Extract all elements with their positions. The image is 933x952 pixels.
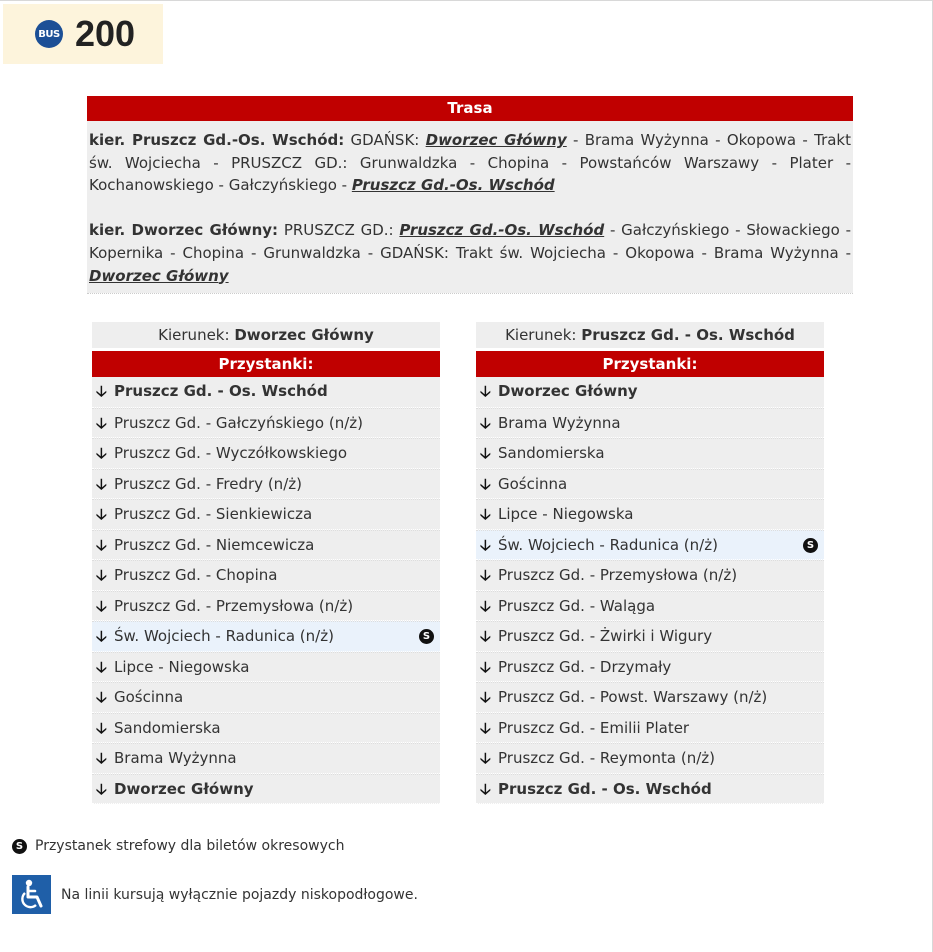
arrow-down-icon: 🡣	[96, 444, 107, 462]
direction-column-left	[92, 322, 440, 804]
stop-name: Pruszcz Gd. - Przemysłowa (n/ż)	[498, 566, 738, 584]
direction-header	[476, 322, 824, 350]
stop-name: Lipce - Niegowska	[498, 505, 634, 523]
stop-item[interactable]	[476, 652, 824, 683]
stop-item[interactable]	[92, 408, 440, 439]
stop-item[interactable]	[476, 591, 824, 622]
stop-item[interactable]	[476, 469, 824, 500]
stop-name: Pruszcz Gd. - Fredry (n/ż)	[114, 474, 302, 493]
stop-name: Dworzec Główny	[498, 382, 638, 400]
arrow-down-icon: 🡣	[480, 627, 491, 645]
wheelchair-icon	[12, 875, 51, 914]
stop-item[interactable]	[92, 530, 440, 561]
legend-accessible	[12, 875, 418, 914]
stop-item[interactable]	[92, 713, 440, 744]
stop-name: Pruszcz Gd. - Przemysłowa (n/ż)	[114, 596, 354, 615]
direction-name: Pruszcz Gd. - Os. Wschód	[581, 326, 795, 344]
stop-item[interactable]	[92, 377, 440, 408]
legend-zone	[12, 838, 344, 854]
stop-item[interactable]	[476, 408, 824, 439]
direction-header	[92, 322, 440, 350]
route-divider	[87, 293, 853, 294]
arrow-down-icon: 🡣	[480, 444, 491, 462]
arrow-down-icon: 🡣	[480, 382, 491, 400]
arrow-down-icon: 🡣	[480, 413, 491, 432]
stop-name: Sandomierska	[114, 718, 221, 737]
stop-item[interactable]	[476, 377, 824, 408]
route-dir2-label: kier. Dworzec Główny:	[89, 221, 279, 240]
route-direction-2	[89, 219, 851, 287]
stop-name: Gościnna	[114, 688, 184, 706]
route-header: Trasa	[87, 96, 853, 121]
route-section	[87, 96, 853, 294]
arrow-down-icon: 🡣	[480, 718, 491, 737]
arrow-down-icon: 🡣	[480, 749, 491, 767]
route-dir2-seg1: PRUSZCZ GD.:	[278, 221, 400, 240]
stop-item[interactable]	[476, 713, 824, 744]
route-dir2-seg2: - Gałczyńskiego - Słowackiego - Kopernika - Chopina - Grunwaldzka - GDAŃSK: Trakt św. Wojciecha - Okopowa - Brama Wyżynna -	[89, 221, 851, 262]
stop-name: Pruszcz Gd. - Chopina	[114, 566, 278, 584]
arrow-down-icon: 🡣	[480, 566, 491, 584]
zone-stop-icon: S	[12, 839, 27, 854]
arrow-down-icon: 🡣	[480, 779, 491, 798]
stop-name: Św. Wojciech - Radunica (n/ż)	[114, 627, 334, 645]
arrow-down-icon: 🡣	[96, 505, 107, 523]
stop-list	[92, 377, 440, 804]
route-dir1-seg2: - Brama Wyżynna - Okopowa - Trakt św. Wojciecha - PRUSZCZ GD.: Grunwaldzka - Chopina - Powstańców Warszawy - Plater - Kochanowskiego - Gałczyńskiego -	[89, 131, 851, 195]
stop-item[interactable]	[92, 743, 440, 774]
stop-name: Pruszcz Gd. - Niemcewicza	[114, 535, 315, 554]
route-dir2-end-link[interactable]: Dworzec Główny	[89, 266, 229, 285]
stop-item[interactable]	[92, 621, 440, 652]
stop-item[interactable]	[92, 774, 440, 805]
arrow-down-icon: 🡣	[96, 566, 107, 584]
line-number: 200	[75, 13, 136, 54]
route-dir1-end-link[interactable]: Pruszcz Gd.-Os. Wschód	[351, 176, 555, 195]
stop-item[interactable]	[476, 530, 824, 561]
arrow-down-icon: 🡣	[480, 505, 491, 523]
stop-name: Pruszcz Gd. - Żwirki i Wigury	[498, 627, 713, 645]
route-dir1-label: kier. Pruszcz Gd.-Os. Wschód:	[89, 131, 345, 149]
arrow-down-icon: 🡣	[96, 596, 107, 615]
arrow-down-icon: 🡣	[96, 627, 107, 645]
stop-item[interactable]	[92, 682, 440, 713]
stop-item[interactable]	[476, 438, 824, 469]
stop-item[interactable]	[92, 438, 440, 469]
stop-name: Lipce - Niegowska	[114, 657, 250, 676]
legend-accessible-text: Na linii kursują wyłącznie pojazdy niskopodłogowe.	[61, 886, 418, 903]
stop-name: Pruszcz Gd. - Emilii Plater	[498, 718, 690, 737]
arrow-down-icon: 🡣	[480, 474, 491, 493]
stop-item[interactable]	[476, 621, 824, 652]
arrow-down-icon: 🡣	[96, 382, 107, 400]
stop-name: Pruszcz Gd. - Os. Wschód	[498, 779, 712, 798]
line-badge	[3, 4, 163, 64]
stop-item[interactable]	[476, 560, 824, 591]
bus-icon: BUS	[35, 20, 63, 48]
stop-name: Sandomierska	[498, 444, 605, 462]
stop-item[interactable]	[92, 469, 440, 500]
arrow-down-icon: 🡣	[480, 535, 491, 554]
zone-stop-icon: S	[803, 538, 818, 553]
stop-name: Brama Wyżynna	[114, 749, 237, 767]
arrow-down-icon: 🡣	[96, 474, 107, 493]
direction-column-right	[476, 322, 824, 804]
stops-header: Przystanki:	[476, 351, 824, 377]
stop-item[interactable]	[92, 591, 440, 622]
arrow-down-icon: 🡣	[96, 749, 107, 767]
route-dir1-start-link[interactable]: Dworzec Główny	[425, 131, 567, 149]
stop-item[interactable]	[92, 499, 440, 530]
stop-item[interactable]	[476, 499, 824, 530]
stop-item[interactable]	[476, 743, 824, 774]
route-dir2-start-link[interactable]: Pruszcz Gd.-Os. Wschód	[399, 221, 605, 240]
stop-item[interactable]	[476, 682, 824, 713]
arrow-down-icon: 🡣	[96, 718, 107, 737]
direction-label: Kierunek:	[505, 326, 582, 344]
zone-stop-icon: S	[419, 629, 434, 644]
stop-name: Gościnna	[498, 474, 568, 493]
stop-item[interactable]	[92, 560, 440, 591]
stop-name: Pruszcz Gd. - Gałczyńskiego (n/ż)	[114, 413, 363, 432]
stop-name: Św. Wojciech - Radunica (n/ż)	[498, 535, 718, 554]
arrow-down-icon: 🡣	[96, 688, 107, 706]
route-body	[87, 121, 853, 293]
direction-name: Dworzec Główny	[234, 326, 374, 344]
stop-list	[476, 377, 824, 804]
arrow-down-icon: 🡣	[96, 413, 107, 432]
stop-name: Brama Wyżynna	[498, 413, 621, 432]
direction-label: Kierunek:	[158, 326, 235, 344]
stop-name: Pruszcz Gd. - Powst. Warszawy (n/ż)	[498, 688, 768, 706]
stop-name: Dworzec Główny	[114, 779, 254, 798]
stop-item[interactable]	[476, 774, 824, 805]
legend-zone-text: Przystanek strefowy dla biletów okresowych	[35, 838, 345, 854]
arrow-down-icon: 🡣	[96, 535, 107, 554]
stop-name: Pruszcz Gd. - Wyczółkowskiego	[114, 444, 348, 462]
arrow-down-icon: 🡣	[96, 779, 107, 798]
arrow-down-icon: 🡣	[96, 657, 107, 676]
stop-name: Pruszcz Gd. - Reymonta (n/ż)	[498, 749, 716, 767]
arrow-down-icon: 🡣	[480, 657, 491, 676]
stop-name: Pruszcz Gd. - Drzymały	[498, 657, 672, 676]
stop-item[interactable]	[92, 652, 440, 683]
arrow-down-icon: 🡣	[480, 596, 491, 615]
arrow-down-icon: 🡣	[480, 688, 491, 706]
route-dir1-seg1: GDAŃSK:	[344, 131, 426, 149]
stop-name: Pruszcz Gd. - Waląga	[498, 596, 656, 615]
stop-name: Pruszcz Gd. - Sienkiewicza	[114, 505, 313, 523]
stop-name: Pruszcz Gd. - Os. Wschód	[114, 382, 328, 400]
route-direction-1	[89, 129, 851, 197]
stops-header: Przystanki:	[92, 351, 440, 377]
